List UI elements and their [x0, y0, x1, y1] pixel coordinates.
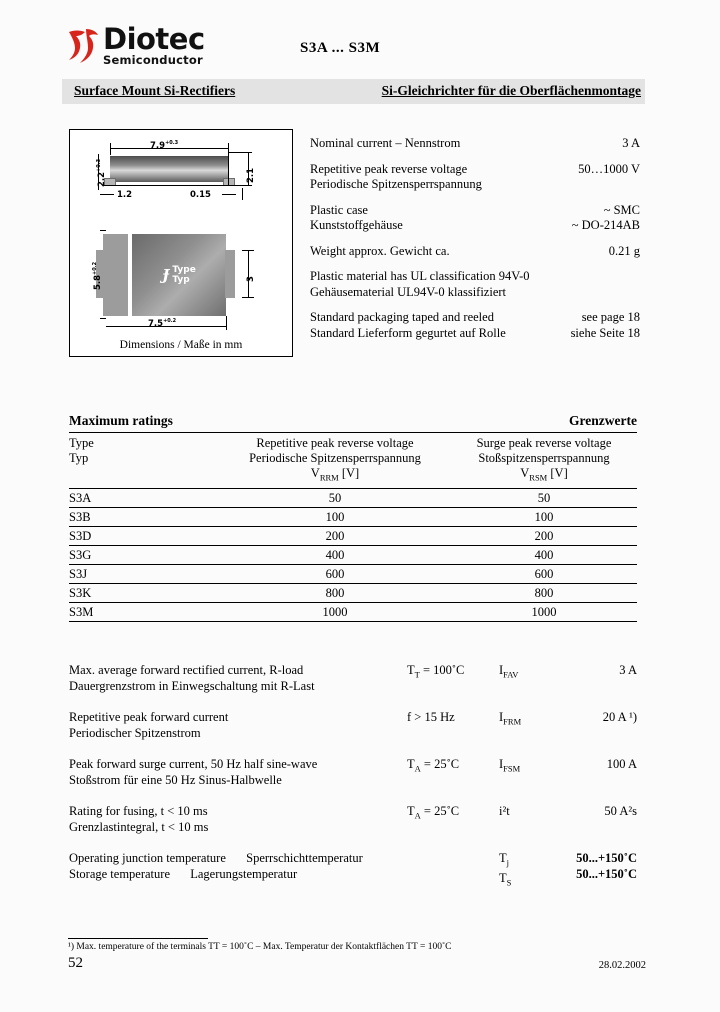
package-bottom-view-body [132, 234, 226, 316]
header-vrrm-en: Repetitive peak reverse voltage [256, 436, 414, 450]
temp-value-tj: 50...+150˚C [576, 851, 637, 865]
temp-symbol-tj: $T_j$ [499, 851, 510, 868]
header-vrrm-symbol: $V_{RRM}$ [V] [310, 466, 360, 483]
header-type-de: Typ [69, 451, 89, 465]
parameter-value: 100 A [606, 757, 637, 771]
parameter-value: 50 A²s [604, 804, 637, 818]
parameter-desc-de: Dauergrenzstrom in Einwegschaltung mit R-Last [69, 678, 315, 693]
spec-row-packaging [310, 310, 640, 341]
brand-logo [66, 24, 205, 67]
parameter-desc-en: Rating for fusing, t < 10 ms [69, 804, 208, 818]
parameter-value: 3 A [619, 663, 637, 677]
spec-row-nominal-current [310, 136, 640, 152]
package-drawing [69, 129, 293, 357]
temp-row-storage [69, 867, 499, 883]
package-pad-right-tab [225, 250, 235, 298]
table-row [69, 603, 637, 622]
spec-label-de: Standard Lieferform gegurtet auf Rolle [310, 325, 506, 340]
cell-vrrm: 800 [325, 585, 345, 600]
dimtick-bottom-pad-bot [242, 297, 254, 298]
spec-value-2: ~ DO-214AB [571, 218, 640, 232]
marking-logo-icon: Ɉ [162, 266, 170, 284]
dimlabel-bottom-width: $5.8^{+0.2}$ [92, 261, 103, 290]
header-vrsm-en: Surge peak reverse voltage [476, 436, 612, 450]
dimtick-length-right [228, 143, 229, 185]
temperature-descriptions [69, 851, 499, 891]
ratings-title-de: Grenzwerte [569, 413, 637, 428]
table-row [69, 546, 637, 565]
temp-desc-en: Storage temperature [69, 866, 170, 881]
ratings-header-row [69, 433, 637, 489]
parameter-desc-en: Peak forward surge current, 50 Hz half sine-wave [69, 757, 318, 771]
footnote-text: ¹) Max. temperature of the terminals TT = 100˚C – Max. Temperatur der Kontaktflächen TT = 100˚C [68, 942, 452, 952]
package-side-view-body [110, 156, 229, 182]
temperature-values [561, 851, 637, 891]
cell-type: S3K [69, 585, 92, 600]
header-col-vrrm [219, 436, 451, 486]
spec-label-en: Plastic material has UL classification 94V-0 [310, 269, 530, 283]
header-vrrm-de: Periodische Spitzensperrspannung [249, 451, 421, 465]
brand-subtitle: Semiconductor [103, 53, 203, 67]
parameter-symbol: i²t [499, 804, 510, 818]
spec-label-en: Plastic case [310, 202, 368, 217]
header-type-en: Type [69, 436, 94, 450]
parameter-row-temperatures [69, 851, 637, 891]
cell-vrrm: 100 [325, 509, 345, 524]
document-date: 28.02.2002 [598, 960, 646, 971]
spec-value-2: siehe Seite 18 [570, 325, 640, 340]
table-row [69, 527, 637, 546]
dimline-bottom-pad [248, 250, 249, 298]
marking-line-2: Typ [172, 275, 190, 285]
cell-type: S3G [69, 547, 92, 562]
spec-row-case [310, 203, 640, 234]
package-type-marking [162, 265, 196, 285]
cell-vrsm: 1000 [531, 604, 557, 619]
cell-vrrm: 1000 [322, 604, 348, 619]
cell-vrsm: 600 [534, 566, 554, 581]
parameter-condition: $T_A$ = 25˚C [407, 804, 460, 821]
package-lead-baseline [104, 185, 235, 186]
cell-vrsm: 800 [534, 585, 554, 600]
spec-value: ~ SMC [603, 202, 640, 217]
parameter-list [69, 663, 637, 891]
header-col-vrsm [451, 436, 637, 486]
cell-type: S3J [69, 566, 88, 581]
temp-value-ts: 50...+150˚C [576, 866, 637, 881]
maximum-ratings-table [69, 413, 637, 622]
parameter-desc-de: Grenzlastintegral, t < 10 ms [69, 819, 209, 834]
spec-label-de: Gehäusematerial UL94V-0 klassifiziert [310, 284, 507, 299]
temp-row-junction [69, 851, 499, 867]
dimlabel-side-height-right: 2.1 [246, 167, 256, 183]
dimtick-length-left [110, 143, 111, 155]
diotec-logo-icon [66, 26, 100, 66]
spec-value: 50…1000 V [578, 161, 640, 176]
band-title-en: Surface Mount Si-Rectifiers [74, 83, 236, 98]
spec-label: Nominal current – Nennstrom [310, 136, 461, 150]
marking-line-1: Type [172, 265, 196, 275]
cell-type: S3B [69, 509, 91, 524]
cell-type: S3D [69, 528, 92, 543]
cell-vrrm: 50 [328, 490, 342, 505]
temp-desc-en: Operating junction temperature [69, 851, 226, 865]
parameter-condition: $T_T$ = 100˚C [407, 663, 465, 680]
parameter-description [69, 663, 407, 694]
temp-desc-de: Lagerungstemperatur [190, 866, 298, 881]
cell-vrsm: 50 [537, 490, 551, 505]
temp-desc-de: Sperrschichttemperatur [246, 851, 363, 865]
dimlabel-bottom-length: $7.5^{+0.2}$ [148, 318, 177, 329]
spec-row-reverse-voltage [310, 162, 640, 193]
spec-row-ul [310, 269, 640, 300]
cell-vrsm: 100 [534, 509, 554, 524]
table-row [69, 584, 637, 603]
spec-list [310, 136, 640, 341]
spec-label-en: Standard packaging taped and reeled [310, 310, 494, 324]
cell-vrrm: 200 [325, 528, 345, 543]
parameter-row-ifav [69, 663, 637, 694]
cell-vrsm: 400 [534, 547, 554, 562]
spec-value: see page 18 [581, 310, 640, 324]
parameter-desc-de: Stoßstrom für eine 50 Hz Sinus-Halbwelle [69, 772, 282, 787]
spec-label-de: Kunststoffgehäuse [310, 218, 403, 232]
footnote-divider [68, 938, 208, 939]
band-title-de: Si-Gleichrichter für die Oberflächenmontage [381, 83, 641, 98]
parameter-condition: $T_A$ = 25˚C [407, 757, 460, 774]
spec-value: 0.21 g [608, 243, 640, 258]
dimtick-bottom-length-right [226, 316, 227, 330]
parameter-row-ifsm [69, 757, 637, 788]
ratings-title-row [69, 413, 637, 433]
dimtick-height-right-bot [228, 185, 252, 186]
document-title: S3A ... S3M [300, 40, 381, 56]
dimtick-bottom-pad-top [242, 250, 254, 251]
dimtick-lead-thickness [222, 194, 236, 195]
parameter-value: 20 A ¹) [602, 710, 637, 724]
cell-type: S3M [69, 604, 94, 619]
spec-label-en: Repetitive peak reverse voltage [310, 161, 468, 176]
spec-label: Weight approx. Gewicht ca. [310, 243, 450, 258]
parameter-desc-en: Max. average forward rectified current, R-load [69, 663, 304, 677]
parameter-row-i2t [69, 804, 637, 835]
table-row [69, 508, 637, 527]
dimlabel-lead-length: 1.2 [117, 190, 133, 200]
brand-name: Diotec [103, 22, 205, 56]
parameter-desc-en: Repetitive peak forward current [69, 710, 229, 724]
cell-vrrm: 400 [325, 547, 345, 562]
temperature-symbols [499, 851, 561, 891]
dimlabel-bottom-pad: 3 [246, 276, 256, 282]
package-caption: Dimensions / Maße in mm [119, 339, 243, 351]
dimlabel-side-height-left: $2.2^{+0.3}$ [96, 158, 107, 187]
table-row [69, 565, 637, 584]
header-vrsm-de: Stoßspitzensperrspannung [478, 451, 610, 465]
dimtick-lead-right [242, 188, 243, 200]
parameter-description [69, 710, 407, 741]
dimlabel-side-length: $7.9^{+0.3}$ [150, 140, 179, 151]
parameter-symbol: $I_{FRM}$ [499, 710, 522, 727]
table-row [69, 489, 637, 508]
package-pad-left [103, 234, 128, 316]
parameter-desc-de: Periodischer Spitzenstrom [69, 725, 201, 740]
cell-vrrm: 600 [325, 566, 345, 581]
parameter-row-ifrm [69, 710, 637, 741]
dimlabel-lead-thickness: 0.15 [190, 190, 211, 200]
spec-value: 3 A [622, 136, 640, 150]
ratings-title-en: Maximum ratings [69, 413, 173, 428]
spec-label-de: Periodische Spitzensperrspannung [310, 177, 482, 191]
parameter-description [69, 804, 407, 835]
parameter-description [69, 757, 407, 788]
parameter-symbol: $I_{FAV}$ [499, 663, 519, 680]
cell-vrsm: 200 [534, 528, 554, 543]
parameter-symbol: $I_{FSM}$ [499, 757, 521, 774]
header-vrsm-symbol: $V_{RSM}$ [V] [520, 466, 568, 483]
parameter-condition: f > 15 Hz [407, 710, 455, 724]
dimtick-lead-length [100, 194, 114, 195]
page-number: 52 [68, 955, 83, 971]
header-col-type [69, 436, 219, 486]
dimtick-bottom-width-top [100, 230, 106, 231]
section-band [62, 79, 645, 104]
spec-row-weight [310, 244, 640, 260]
dimtick-bottom-width-bot [100, 318, 106, 319]
temp-symbol-ts: $T_S$ [499, 871, 512, 888]
cell-type: S3A [69, 490, 92, 505]
dimtick-height-right-top [228, 152, 252, 153]
